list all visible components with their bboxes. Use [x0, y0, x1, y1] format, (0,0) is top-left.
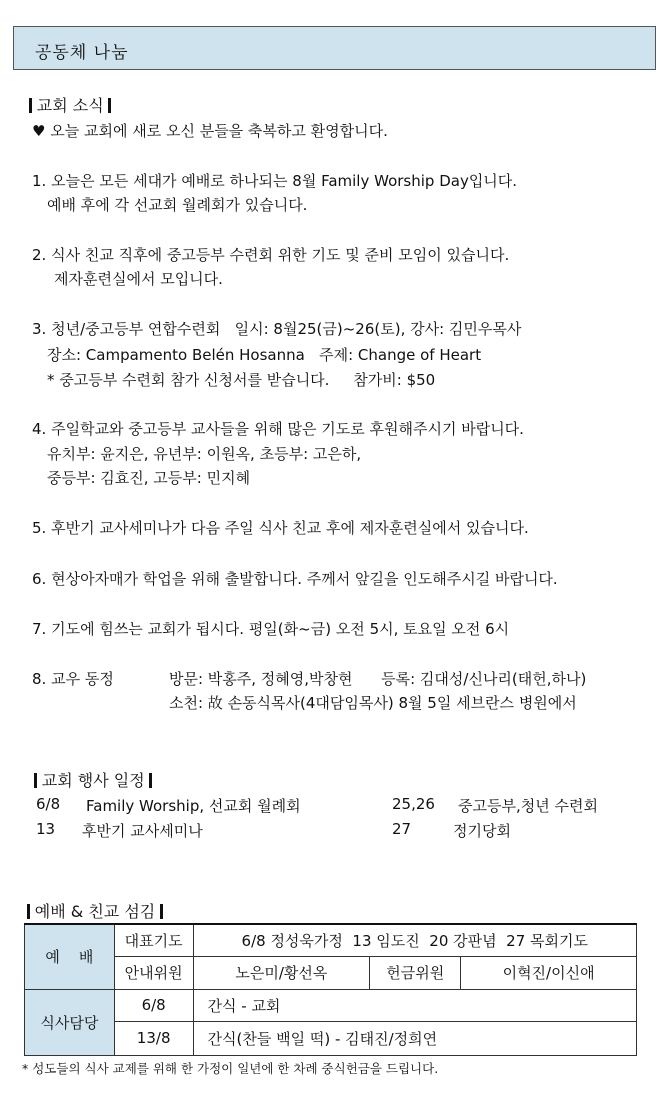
schedule-date: 27: [392, 820, 412, 838]
news-item-8: [32, 668, 114, 689]
heading-bar-left: [27, 904, 30, 919]
prayer-value: 6/8 정성욱가정 13 임도진 20 강판념 27 목회기도: [193, 924, 636, 956]
footnote: * 성도들의 식사 교제를 위해 한 가정이 일년에 한 차례 중식헌금을 드립니다.: [22, 1061, 439, 1076]
news-item-text: 유치부: 윤지은, 유년부: 이원옥, 초등부: 고은하,: [47, 445, 362, 463]
schedule-title: 교회 행사 일정: [41, 771, 145, 790]
meal-desc: 간식 - 교회: [193, 989, 636, 1021]
news-item-label: 교우 동정: [51, 670, 114, 688]
meal-label: 식사담당: [25, 989, 115, 1055]
schedule-event: Family Worship, 선교회 월례회: [86, 797, 301, 815]
news-item-number: 4.: [32, 420, 47, 438]
heading-bar-right: [160, 904, 163, 919]
heading-bar-left: [34, 773, 37, 788]
news-item-text: 오늘은 모든 세대가 예배로 하나되는 8월 Family Worship Day입니다.: [51, 172, 518, 190]
usher-value: 노은미/황선옥: [193, 956, 370, 989]
schedule-date: 6/8: [36, 795, 61, 813]
schedule-event: 중고등부,청년 수련회: [458, 797, 598, 815]
news-item-text: 후반기 교사세미나가 다음 주일 식사 친교 후에 제자훈련실에서 있습니다.: [51, 519, 529, 537]
heading-bar-right: [149, 773, 152, 788]
news-item-text: 장소: Campamento Belén Hosanna 주제: Change of Heart: [47, 346, 482, 364]
service-table: [24, 923, 637, 1056]
offering-value: 이혁진/이신애: [461, 956, 637, 989]
news-item-text: 중등부: 김효진, 고등부: 민지혜: [47, 469, 251, 487]
news-item-number: 6.: [32, 570, 47, 588]
meal-date: 13/8: [114, 1021, 193, 1055]
news-item-text: 예배 후에 각 선교회 월례회가 있습니다.: [47, 196, 308, 214]
news-item-number: 8.: [32, 670, 47, 688]
schedule-event: 정기당회: [453, 822, 511, 840]
service-title: 예배 & 친교 섬김: [34, 902, 156, 921]
offering-label: 헌금위원: [370, 956, 461, 989]
news-item-number: 1.: [32, 172, 47, 190]
member-news-visit: 방문: 박홍주, 정혜영,박창현 등록: 김대성/신나리(태헌,하나): [169, 670, 587, 688]
news-item-number: 7.: [32, 620, 47, 638]
news-item-text: * 중고등부 수련회 참가 신청서를 받습니다. 참가비: $50: [47, 371, 436, 389]
news-item-text: 청년/중고등부 연합수련회 일시: 8월25(금)~26(토), 강사: 김민우목사: [51, 320, 522, 338]
page-title: 공동체 나눔: [35, 43, 129, 63]
usher-label: 안내위원: [114, 956, 193, 989]
news-item-2: [32, 244, 509, 265]
schedule-date: 13: [36, 820, 56, 838]
news-title: 교회 소식: [36, 96, 104, 115]
news-item-7: [32, 618, 509, 639]
news-item-text: 제자훈련실에서 모입니다.: [54, 270, 223, 288]
page-header: [13, 26, 656, 70]
schedule-event: 후반기 교사세미나: [82, 822, 203, 840]
meal-desc: 간식(찬들 백일 떡) - 김태진/정희연: [193, 1021, 636, 1055]
member-news-passing: 소천: 故 손동식목사(4대담임목사) 8월 5일 세브란스 병원에서: [169, 694, 577, 712]
news-item-text: 식사 친교 직후에 중고등부 수련회 위한 기도 및 준비 모임이 있습니다.: [51, 246, 510, 264]
schedule-heading: [34, 768, 152, 791]
news-item-text: 현상아자매가 학업을 위해 출발합니다. 주께서 앞길을 인도해주시길 바랍니다.: [51, 570, 558, 588]
news-item-4: [32, 418, 524, 439]
heading-bar-left: [29, 98, 32, 113]
news-item-number: 5.: [32, 519, 47, 537]
news-item-6: [32, 568, 558, 589]
news-item-number: 2.: [32, 246, 47, 264]
news-item-number: 3.: [32, 320, 47, 338]
news-item-text: 기도에 힘쓰는 교회가 됩시다. 평일(화~금) 오전 5시, 토요일 오전 6시: [51, 620, 510, 638]
news-item-3: [32, 318, 521, 339]
schedule-date: 25,26: [392, 795, 435, 813]
welcome-line: ♥ 오늘 교회에 새로 오신 분들을 축복하고 환영합니다.: [32, 122, 388, 140]
service-heading: [27, 899, 163, 922]
meal-date: 6/8: [114, 989, 193, 1021]
worship-label: 예 배: [25, 924, 115, 989]
news-item-1: [32, 170, 517, 191]
news-item-5: [32, 517, 529, 538]
prayer-label: 대표기도: [114, 924, 193, 956]
news-item-text: 주일학교와 중고등부 교사들을 위해 많은 기도로 후원해주시기 바랍니다.: [51, 420, 524, 438]
news-heading: [29, 93, 111, 116]
heading-bar-right: [108, 98, 111, 113]
